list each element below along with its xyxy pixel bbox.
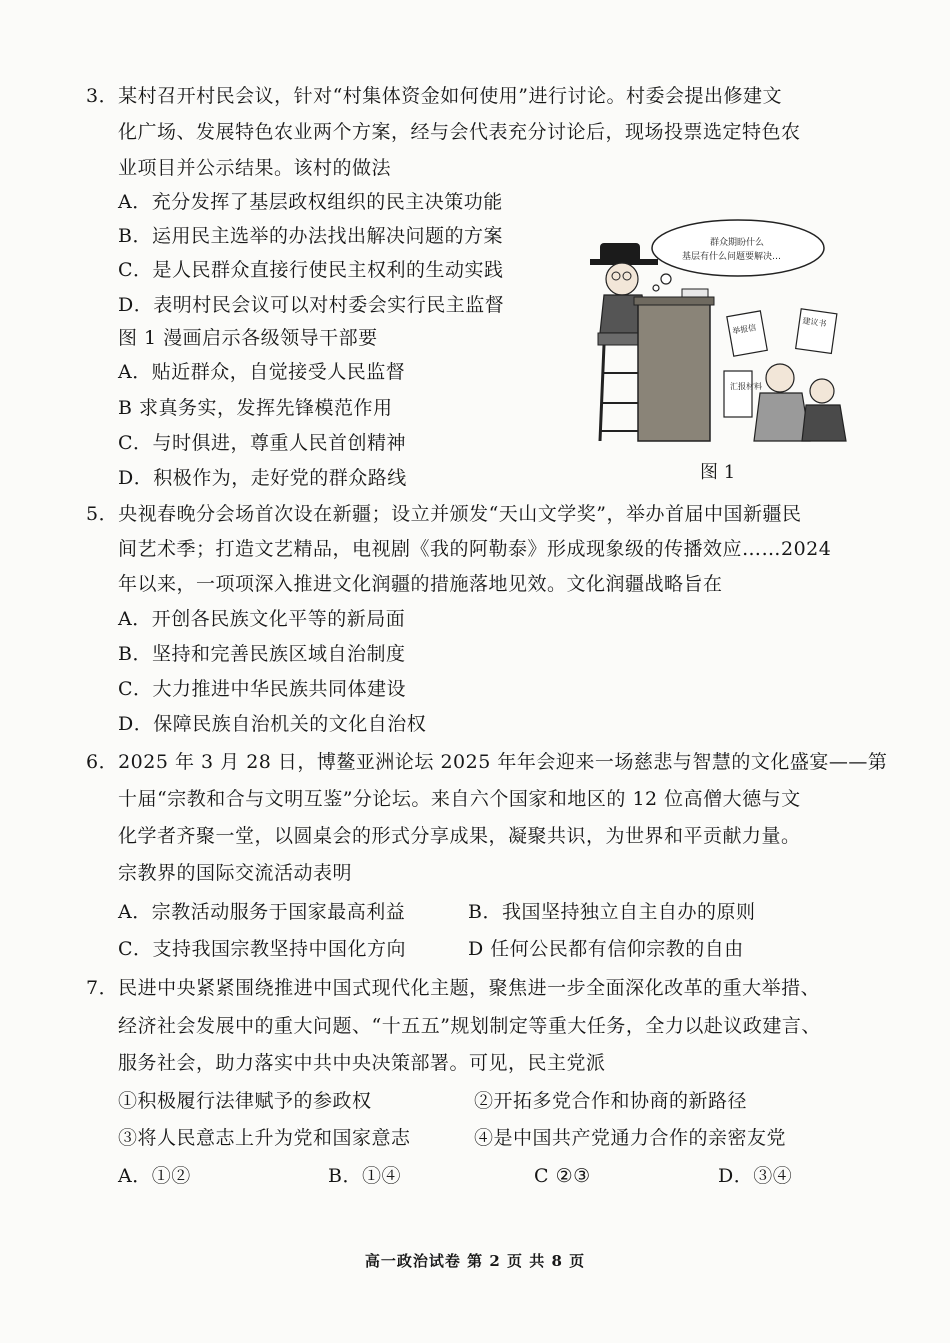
q3-stem-line-1: 3．某村召开村民会议，针对“村集体资金如何使用”进行讨论。村委会提出修建文 [86, 85, 783, 107]
q3-option-a: A．充分发挥了基层政权组织的民主决策功能 [118, 191, 503, 213]
report-letter-paper [727, 311, 767, 356]
q6-stem-line-1: 6．2025 年 3 月 28 日，博鳌亚洲论坛 2025 年年会迎来一场慈悲与智慧的文化盛宴——第 [86, 751, 888, 773]
q5-option-d: D．保障民族自治机关的文化自治权 [118, 713, 427, 735]
q7-stem-line-3: 服务社会，助力落实中共中央决策部署。可见，民主党派 [118, 1052, 606, 1074]
q7-option-a: A．①② [118, 1165, 191, 1187]
svg-text:汇报材料: 汇报材料 [730, 382, 762, 391]
official-head [606, 263, 638, 295]
tall-desk [638, 301, 710, 441]
q3-option-c: C．是人民群众直接行使民主权利的生动实践 [118, 259, 504, 281]
svg-text:举报信: 举报信 [731, 322, 757, 336]
svg-text:建议书: 建议书 [801, 316, 827, 329]
q5-stem-line-1: 5．央视春晚分会场首次设在新疆；设立并颁发“天山文学奖”，举办首届中国新疆民 [86, 503, 802, 525]
bubble-text-2: 基层有什么问题要解决… [682, 252, 782, 262]
citizen-head [766, 364, 794, 392]
q4-option-c: C．与时俱进，尊重人民首创精神 [118, 432, 407, 454]
q7-item-4: ④是中国共产党通力合作的亲密友党 [474, 1127, 787, 1149]
q7-option-c: C ②③ [534, 1165, 591, 1187]
q3-option-d: D．表明村民会议可以对村委会实行民主监督 [118, 294, 505, 316]
q6-stem-line-3: 化学者齐聚一堂，以圆桌会的形式分享成果，凝聚共识，为世界和平贡献力量。 [118, 825, 801, 847]
q5-option-c: C．大力推进中华民族共同体建设 [118, 678, 407, 700]
q6-option-d: D 任何公民都有信仰宗教的自由 [468, 938, 744, 960]
citizen-head [810, 379, 834, 403]
cartoon-illustration [590, 213, 860, 443]
q4-option-d: D．积极作为，走好党的群众路线 [118, 467, 407, 489]
q3-stem-line-2: 化广场、发展特色农业两个方案，经与会代表充分讨论后，现场投票选定特色农 [118, 121, 801, 143]
q7-stem-line-1: 7．民进中央紧紧围绕推进中国式现代化主题，聚焦进一步全面深化改革的重大举措、 [86, 977, 821, 999]
bubble-text-1: 群众期盼什么 [710, 238, 765, 248]
q5-stem-line-3: 年以来，一项项深入推进文化润疆的措施落地见效。文化润疆战略旨在 [118, 573, 723, 595]
q6-option-a: A．宗教活动服务于国家最高利益 [118, 901, 406, 923]
q7-item-1: ①积极履行法律赋予的参政权 [118, 1090, 372, 1112]
q3-option-b: B．运用民主选举的办法找出解决问题的方案 [118, 225, 503, 247]
q7-option-d: D．③④ [718, 1165, 793, 1187]
q7-item-2: ②开拓多党合作和协商的新路径 [474, 1090, 748, 1112]
q4-stem: 图 1 漫画启示各级领导干部要 [118, 327, 378, 349]
q5-option-a: A．开创各民族文化平等的新局面 [118, 608, 406, 630]
q6-stem-line-2: 十届“宗教和合与文明互鉴”分论坛。来自六个国家和地区的 12 位高僧大德与文 [118, 788, 801, 810]
q4-option-b: B 求真务实，发挥先锋模范作用 [118, 397, 393, 419]
q3-stem-line-3: 业项目并公示结果。该村的做法 [118, 157, 392, 179]
citizen-body [754, 393, 810, 441]
q4-option-a: A．贴近群众，自觉接受人民监督 [118, 361, 406, 383]
thought-bubble [652, 220, 824, 276]
desk-papers [682, 289, 708, 297]
desk-top [634, 297, 714, 305]
figure-caption: 图 1 [700, 462, 736, 483]
chair-leg [600, 345, 604, 441]
q6-stem-line-4: 宗教界的国际交流活动表明 [118, 862, 353, 884]
q7-item-3: ③将人民意志上升为党和国家意志 [118, 1127, 411, 1149]
q7-option-b: B．①④ [328, 1165, 401, 1187]
page-footer: 高一政治试卷 第 2 页 共 8 页 [364, 1252, 586, 1270]
q7-stem-line-2: 经济社会发展中的重大问题、“十五五”规划制定等重大任务，全力以赴议政建言、 [118, 1015, 821, 1037]
suggestion-paper [796, 309, 837, 354]
thought-bubble-dot [653, 285, 659, 291]
q6-option-c: C．支持我国宗教坚持中国化方向 [118, 938, 407, 960]
citizen-body [802, 405, 846, 441]
q5-stem-line-2: 间艺术季；打造文艺精品，电视剧《我的阿勒泰》形成现象级的传播效应……2024 [118, 538, 832, 560]
report-material-paper [724, 371, 762, 417]
thought-bubble-dot [661, 274, 671, 284]
q6-option-b: B．我国坚持独立自主自办的原则 [468, 901, 756, 923]
cartoon-figure-1 [590, 213, 860, 443]
q5-option-b: B．坚持和完善民族区域自治制度 [118, 643, 406, 665]
